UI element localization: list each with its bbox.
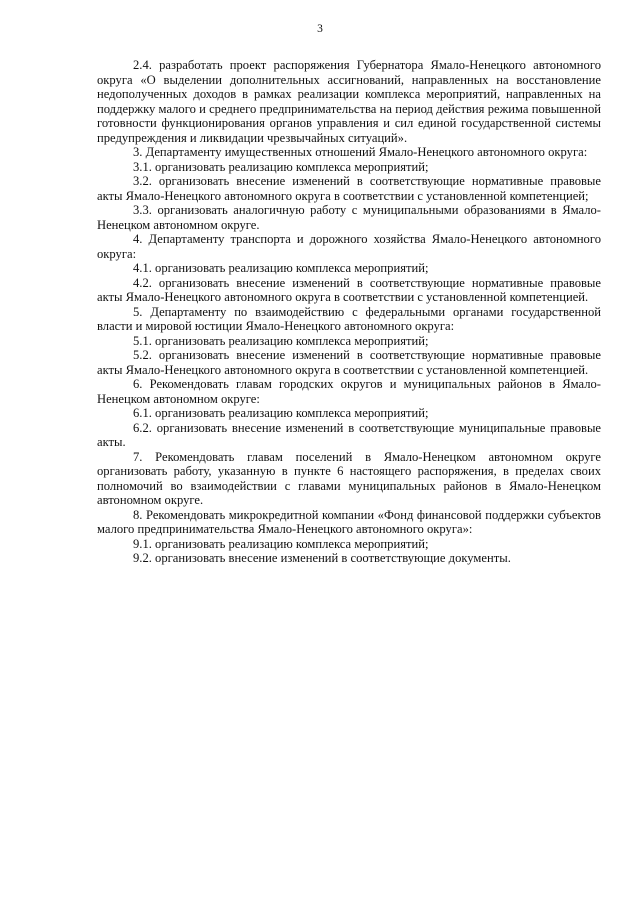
paragraph-4-2: 4.2. организовать внесение изменений в соответствующие нормативные правовые акты Ямало-Ненецкого автономного округа в соответствии с установленной компетенцией. — [97, 275, 601, 304]
paragraph-3-3: 3.3. организовать аналогичную работу с муниципальными образованиями в Ямало-Ненецком автономном округе. — [97, 203, 601, 232]
paragraph-8: 8. Рекомендовать микрокредитной компании «Фонд финансовой поддержки субъектов малого предпринимательства Ямало-Ненецкого автономного округа»: — [97, 507, 601, 536]
paragraph-9-1: 9.1. организовать реализацию комплекса мероприятий; — [133, 536, 429, 551]
paragraph-5: 5. Департаменту по взаимодействию с федеральными органами государственной власти и мировой юстиции Ямало-Ненецкого автономного округа: — [97, 304, 601, 333]
paragraph-4-1: 4.1. организовать реализацию комплекса мероприятий; — [133, 261, 429, 275]
paragraph-5-1: 5.1. организовать реализацию комплекса мероприятий; — [133, 333, 429, 348]
paragraph-3-1: 3.1. организовать реализацию комплекса мероприятий; — [133, 159, 429, 174]
paragraph-6: 6. Рекомендовать главам городских округов и муниципальных районов в Ямало-Ненецком автономном округе: — [97, 377, 601, 406]
paragraph-6-2: 6.2. организовать внесение изменений в соответствующие муниципальные правовые акты. — [97, 420, 601, 449]
paragraph-7: 7. Рекомендовать главам поселений в Ямало-Ненецком автономном округе организовать работу, указанную в пункте 6 настоящего распоряжения, в пределах своих полномочий во взаимодействии с главами муниципальных районов в Ямало-Ненецком автономном округе. — [97, 449, 601, 507]
paragraph-4: 4. Департаменту транспорта и дорожного хозяйства Ямало-Ненецкого автономного округа: — [97, 232, 601, 261]
paragraph-6-1: 6.1. организовать реализацию комплекса мероприятий; — [133, 406, 429, 420]
paragraph-2-4: 2.4. разработать проект распоряжения Губернатора Ямало-Ненецкого автономного округа «О выделении дополнительных ассигнований, направленных на восстановление недополученных доходов в рамках реализации комплекса мероприятий, направленных на поддержку малого и среднего предпринимательства на период действия режима повышенной готовности функционирования органов управления и сил единой государственной системы предупреждения и ликвидации чрезвычайных ситуаций». — [97, 58, 601, 145]
paragraph-5-2: 5.2. организовать внесение изменений в соответствующие нормативные правовые акты Ямало-Ненецкого автономного округа в соответствии с установленной компетенцией. — [97, 348, 601, 377]
paragraph-9-2: 9.2. организовать внесение изменений в соответствующие документы. — [133, 551, 511, 565]
document-body — [97, 58, 601, 566]
paragraph-3: 3. Департаменту имущественных отношений Ямало-Ненецкого автономного округа: — [133, 145, 588, 159]
page-number: 3 — [317, 23, 323, 35]
paragraph-3-2: 3.2. организовать внесение изменений в соответствующие нормативные правовые акты Ямало-Ненецкого автономного округа в соответствии с установленной компетенцией; — [97, 174, 601, 203]
